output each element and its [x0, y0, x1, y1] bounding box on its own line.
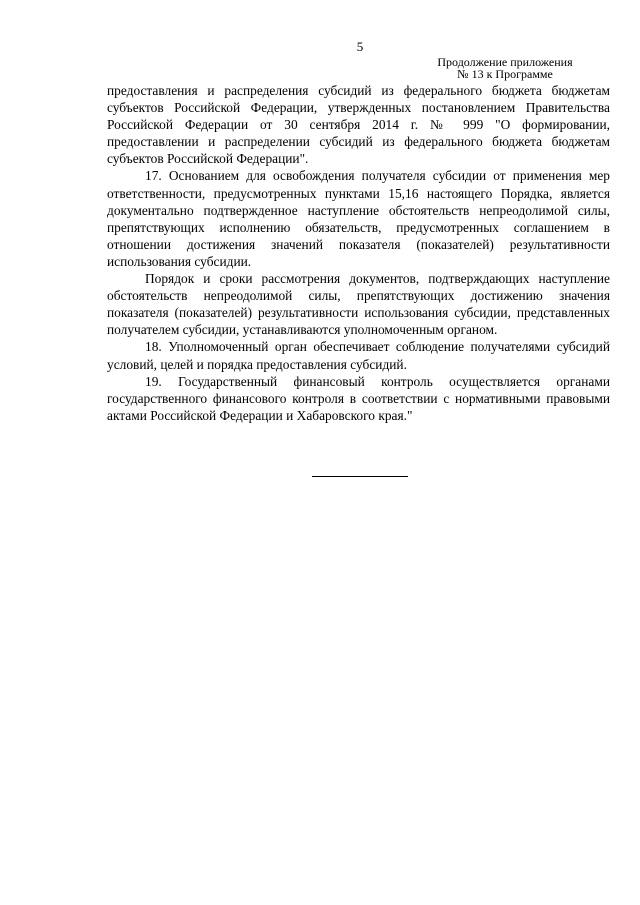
page-number: 5 — [356, 39, 364, 54]
continuation-line-1: Продолжение приложения — [437, 55, 573, 69]
appendix-continuation-note — [400, 56, 610, 80]
paragraph-19: 19. Государственный финансовый контроль осуществляется органами государственного финансового контроля в соответствии с нормативными правовыми актами Российской Федерации и Хабаровского края." — [107, 373, 610, 423]
paragraph-18: 18. Уполномоченный орган обеспечивает соблюдение получателями субсидий условий, целей и порядка предоставления субсидий. — [107, 339, 610, 372]
end-of-document-rule — [312, 476, 408, 477]
document-body — [107, 82, 610, 424]
paragraph-continued: предоставления и распределения субсидий из федерального бюджета бюджетам субъектов Российской Федерации, утвержденных постановлением Правительства Российской Федерации от 30 сентября 2014 г. № 999 "О формировании, предоставлении и распределении субсидий из федерального бюджета бюджетам субъектов Российской Федерации". — [107, 83, 610, 167]
paragraph-procedure: Порядок и сроки рассмотрения документов, подтверждающих наступление обстоятельств непреодолимой силы, препятствующих достижению значения показателя (показателей) результативности использования субсидии, представленных получателем субсидии, устанавливаются уполномоченным органом. — [107, 271, 610, 338]
continuation-line-2: № 13 к Программе — [457, 67, 553, 81]
paragraph-17: 17. Основанием для освобождения получателя субсидии от применения мер ответственности, предусмотренных пунктами 15,16 настоящего Порядка, является документально подтвержденное наступление обстоятельств непреодолимой силы, препятствующих исполнению обязательств, предусмотренных соглашением в отношении достижения значений показателя (показателей) результативности использования субсидии. — [107, 168, 610, 269]
